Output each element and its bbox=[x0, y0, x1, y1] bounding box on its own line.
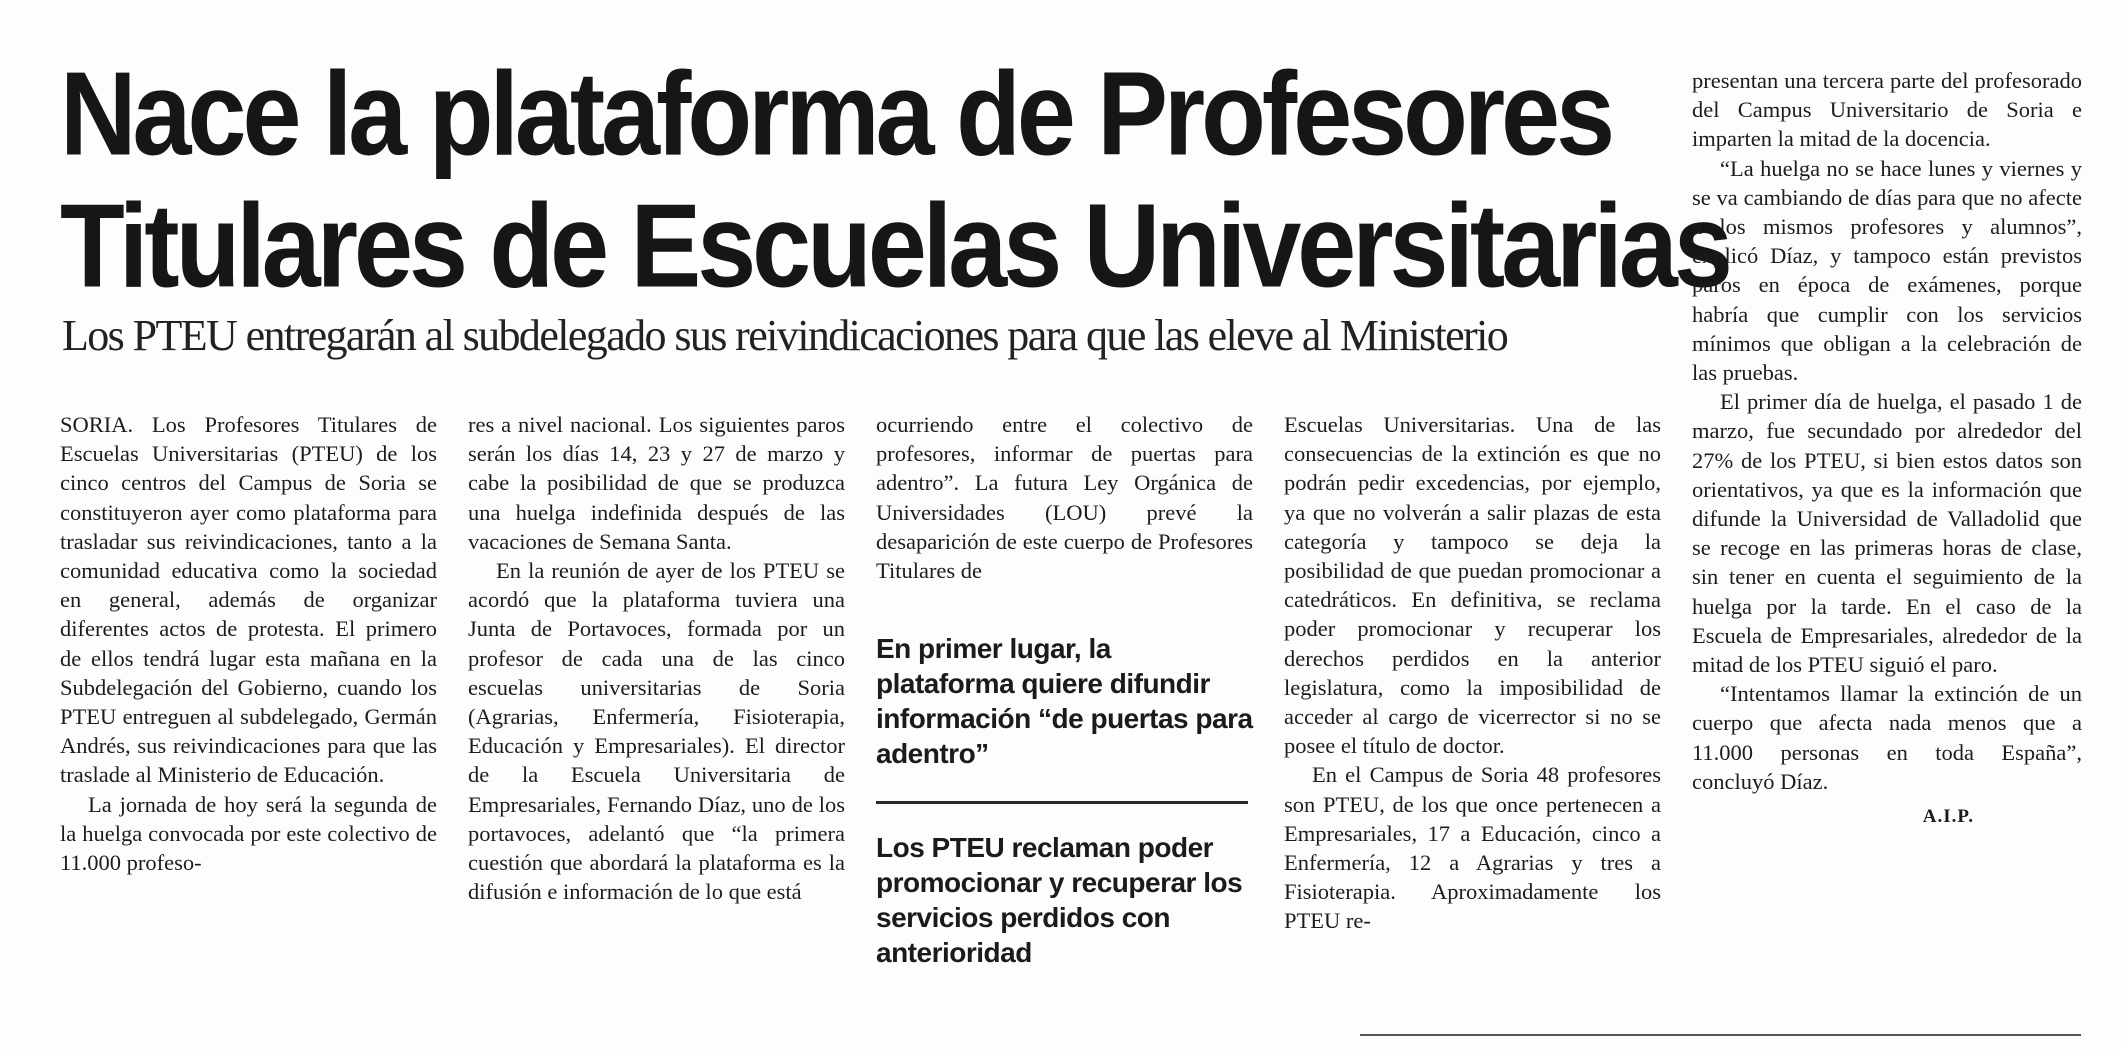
article-column-2 bbox=[468, 410, 845, 906]
pull-quote-2: Los PTEU reclaman poder promocionar y recuperar los servicios perdidos con anterioridad bbox=[876, 832, 1243, 969]
paragraph: res a nivel nacional. Los siguientes paros serán los días 14, 23 y 27 de marzo y cabe la posibilidad de que se produzca una huelga indefinida después de las vacaciones de Semana Santa. bbox=[468, 412, 845, 554]
pull-quotes bbox=[876, 631, 1253, 970]
paragraph: “La huelga no se hace lunes y viernes y se va cambiando de días para que no afecte a los mismos profesores y alumnos”, explicó Díaz, y tampoco están previstos paros en época de exámenes, porque habría que cumplir con los servicios mínimos que obligan a la celebración de las pruebas. bbox=[1692, 155, 2082, 386]
article-column-1 bbox=[60, 410, 437, 877]
article-column-4 bbox=[1284, 410, 1661, 936]
paragraph: En el Campus de Soria 48 profesores son PTEU, de los que once pertenecen a Empresariales, 17 a Educación, cinco a Enfermería, 12 a Agrarias y tres a Fisioterapia. Aproximadamente los PTEU re- bbox=[1284, 762, 1661, 934]
article-column-3 bbox=[876, 410, 1253, 970]
paragraph: presentan una tercera parte del profesorado del Campus Universitario de Soria e imparten la mitad de la docencia. bbox=[1692, 68, 2082, 152]
bottom-divider bbox=[1360, 1034, 2081, 1036]
paragraph: La jornada de hoy será la segunda de la huelga convocada por este colectivo de 11.000 profeso- bbox=[60, 791, 437, 876]
paragraph: El primer día de huelga, el pasado 1 de marzo, fue secundado por alrededor del 27% de los PTEU, si bien estos datos son orientativos, ya que es la información que difunde la Universidad de Valladolid que se recoge en las primeras horas de clase, sin tener en cuenta el seguimiento de la huelga por la tarde. En el caso de la Escuela de Empresariales, alrededor de la mitad de los PTEU siguió el paro. bbox=[1692, 389, 2082, 678]
paragraph: ocurriendo entre el colectivo de profesores, informar de puertas para adentro”. La futura Ley Orgánica de Universidades (LOU) prevé la desaparición de este cuerpo de Profesores Titulares de bbox=[876, 412, 1253, 584]
paragraph: Escuelas Universitarias. Una de las consecuencias de la extinción es que no podrán pedir excedencias, por ejemplo, ya que no volverán a salir plazas de esta categoría y tampoco se deja la posibilidad de que puedan promocionar a catedráticos. En definitiva, se reclama poder promocionar y recuperar los derechos perdidos en la anterior legislatura, como la imposibilidad de acceder al cargo de vicerrector si no se posee el título de doctor. bbox=[1284, 412, 1661, 759]
subheadline: Los PTEU entregarán al subdelegado sus reivindicaciones para que las eleve al Ministerio bbox=[62, 311, 1508, 360]
pull-quote-divider bbox=[876, 801, 1248, 804]
author-signature: A.I.P. bbox=[1922, 806, 1974, 828]
paragraph: En la reunión de ayer de los PTEU se acordó que la plataforma tuviera una Junta de Portavoces, formada por un profesor de cada una de las cinco escuelas universitarias de Soria (Agrarias, Enfermería, Fisioterapia, Educación y Empresariales). El director de la Escuela Universitaria de Empresariales, Fernando Díaz, uno de los portavoces, adelantó que “la primera cuestión que abordará la plataforma es la difusión e información de lo que está bbox=[468, 558, 845, 905]
paragraph: “Intentamos llamar la extinción de un cuerpo que afecta nada menos que a 11.000 personas en toda España”, concluyó Díaz. bbox=[1692, 681, 2082, 794]
pull-quote-1: En primer lugar, la plataforma quiere difundir información “de puertas para adentro” bbox=[876, 633, 1253, 770]
headline-line-1: Nace la plataforma de Profesores bbox=[60, 48, 1612, 181]
headline bbox=[60, 48, 1729, 313]
headline-line-2: Titulares de Escuelas Universitarias bbox=[60, 180, 1729, 313]
paragraph: SORIA. Los Profesores Titulares de Escuelas Universitarias (PTEU) de los cinco centros del Campus de Soria se constituyeron ayer como plataforma para trasladar sus reivindicaciones, tanto a la comunidad educativa como la sociedad en general, además de organizar diferentes actos de protesta. El primero de ellos tendrá lugar esta mañana en la Subdelegación del Gobierno, cuando los PTEU entreguen al subdelegado, Germán Andrés, sus reivindicaciones para que las traslade al Ministerio de Educación. bbox=[60, 412, 437, 788]
article-column-5 bbox=[1692, 66, 2082, 831]
